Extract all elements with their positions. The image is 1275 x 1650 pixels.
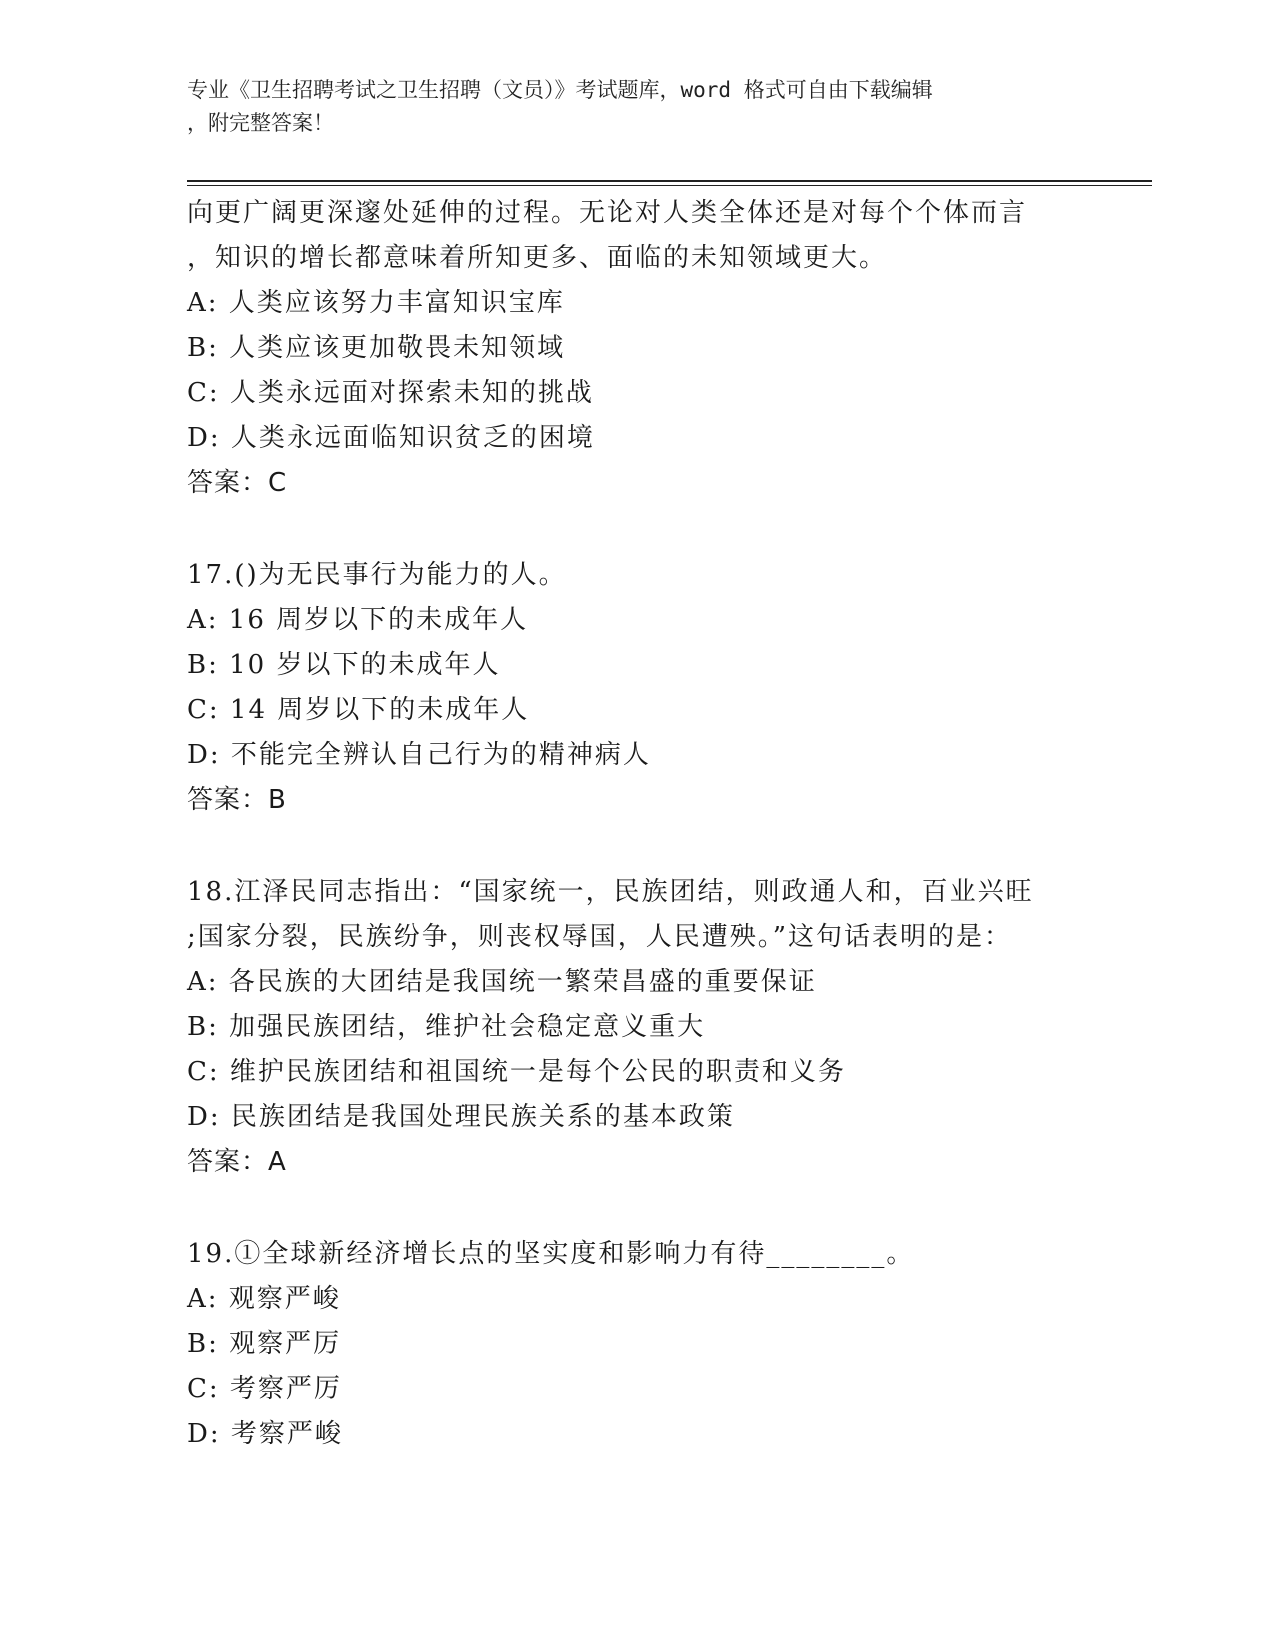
header-divider-thin [187,185,1152,186]
option-a: A: 各民族的大团结是我国统一繁荣昌盛的重要保证 [187,967,817,997]
question-text: 17.()为无民事行为能力的人。 [187,560,567,590]
question-text: 18.江泽民同志指出：“国家统一，民族团结，则政通人和，百业兴旺 [187,877,1034,907]
header-line-2: ，附完整答案！ [187,111,334,135]
header-line-1: 专业《卫生招聘考试之卫生招聘（文员）》考试题库，word 格式可自由下载编辑 [187,78,933,102]
option-d: D: 人类永远面临知识贫乏的困境 [187,423,595,453]
answer-line: 答案：A [187,1147,287,1177]
document-body [187,191,1147,1457]
question-block-19 [187,1232,1147,1457]
spacer [187,1185,1147,1232]
option-d: D: 考察严峻 [187,1419,343,1449]
spacer [187,823,1147,870]
question-text: ，知识的增长都意味着所知更多、面临的未知领域更大。 [187,243,888,273]
question-block-18 [187,870,1147,1185]
question-text: ;国家分裂，民族纷争，则丧权辱国，人民遭殃。”这句话表明的是： [187,922,1013,952]
option-a: A: 观察严峻 [187,1284,341,1314]
option-b: B: 人类应该更加敬畏未知领域 [187,333,566,363]
option-b: B: 观察严厉 [187,1329,342,1359]
spacer [187,506,1147,553]
question-block-17 [187,553,1147,823]
option-d: D: 民族团结是我国处理民族关系的基本政策 [187,1102,735,1132]
option-d: D: 不能完全辨认自己行为的精神病人 [187,740,651,770]
document-header [187,74,1087,140]
question-text: 19.①全球新经济增长点的坚实度和影响力有待________。 [187,1239,915,1269]
answer-line: 答案：C [187,468,288,498]
option-c: C: 人类永远面对探索未知的挑战 [187,378,594,408]
option-c: C: 14 周岁以下的未成年人 [187,695,530,725]
option-b: B: 加强民族团结，维护社会稳定意义重大 [187,1012,706,1042]
option-c: C: 维护民族团结和祖国统一是每个公民的职责和义务 [187,1057,846,1087]
option-c: C: 考察严厉 [187,1374,342,1404]
option-b: B: 10 岁以下的未成年人 [187,650,501,680]
answer-line: 答案：B [187,785,287,815]
option-a: A: 人类应该努力丰富知识宝库 [187,288,565,318]
header-divider [187,180,1152,182]
question-text: 向更广阔更深邃处延伸的过程。无论对人类全体还是对每个个体而言 [187,198,1028,228]
question-block-16 [187,191,1147,506]
option-a: A: 16 周岁以下的未成年人 [187,605,529,635]
